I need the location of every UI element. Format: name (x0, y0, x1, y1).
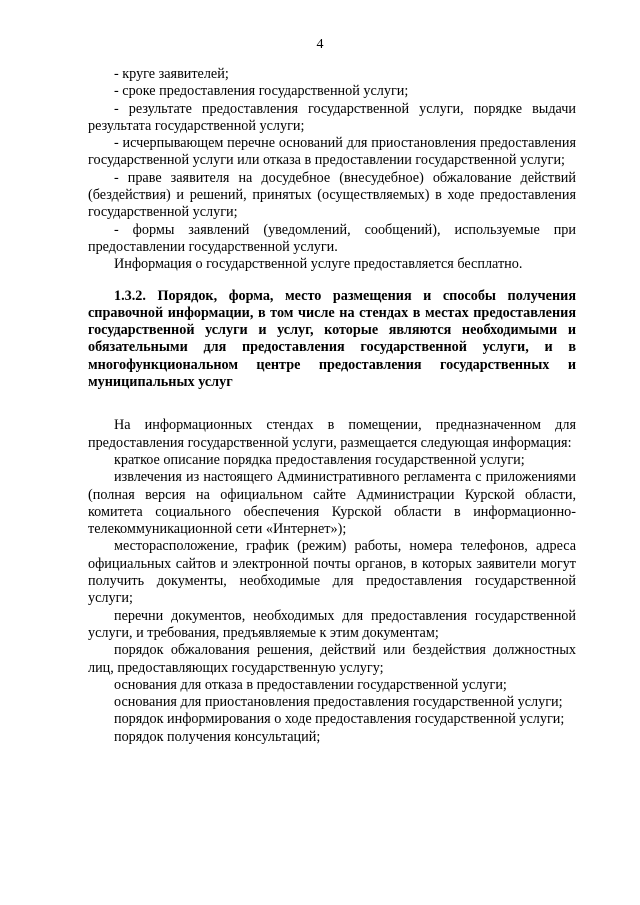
page-body (88, 66, 576, 746)
list-item: - праве заявителя на досудебное (внесудебное) обжалование действий (бездействия) и решений, принятых (осуществляемых) в ходе предоставления государственной услуги; (88, 169, 576, 221)
list-item: - формы заявлений (уведомлений, сообщений), используемые при предоставлении государственной услуги. (88, 221, 576, 255)
stand-item: порядок информирования о ходе предоставления государственной услуги; (114, 711, 565, 728)
stands-intro-paragraph: На информационных стендах в помещении, предназначенном для предоставления государственной услуги, размещается следующая информация: (88, 417, 576, 451)
list-item: - круге заявителей; (114, 66, 229, 82)
list-item: - результате предоставления государственной услуги, порядке выдачи результата государственной услуги; (88, 100, 576, 134)
stand-item: порядок обжалования решения, действий или бездействия должностных лиц, предоставляющих государственную услугу; (88, 642, 576, 676)
stand-item: извлечения из настоящего Административного регламента с приложениями (полная версия на официальном сайте Администрации Курской области, комитета социального обеспечения Курской области в информационно-телекоммуникационной сети «Интернет»); (88, 469, 576, 538)
stand-item: порядок получения консультаций; (114, 728, 321, 745)
stand-item: основания для отказа в предоставлении государственной услуги; (114, 676, 507, 693)
section-heading: 1.3.2. Порядок, форма, место размещения и способы получения справочной информации, в том числе на стендах в местах предоставления государственной услуги и услуг, которые являются необходимыми и обязательными для предоставления государственной услуги, и в многофункциональном центре предоставления государственных и муниципальных услуг (88, 287, 576, 391)
stand-item: перечни документов, необходимых для предоставления государственной услуги, и требования, предъявляемые к этим документам; (88, 607, 576, 641)
list-item: - сроке предоставления государственной услуги; (114, 83, 409, 100)
stand-item: основания для приостановления предоставления государственной услуги; (114, 694, 563, 711)
page-number: 4 (316, 37, 324, 52)
free-service-paragraph: Информация о государственной услуге предоставляется бесплатно. (114, 256, 523, 273)
list-item: - исчерпывающем перечне оснований для приостановления предоставления государственной услуги или отказа в предоставлении государственной услуги; (88, 135, 576, 169)
stand-item: краткое описание порядка предоставления государственной услуги; (114, 451, 525, 468)
stand-item: месторасположение, график (режим) работы, номера телефонов, адреса официальных сайтов и электронной почты органов, в которых заявители могут получить документы, необходимые для предоставления государственной услуги; (88, 538, 576, 607)
